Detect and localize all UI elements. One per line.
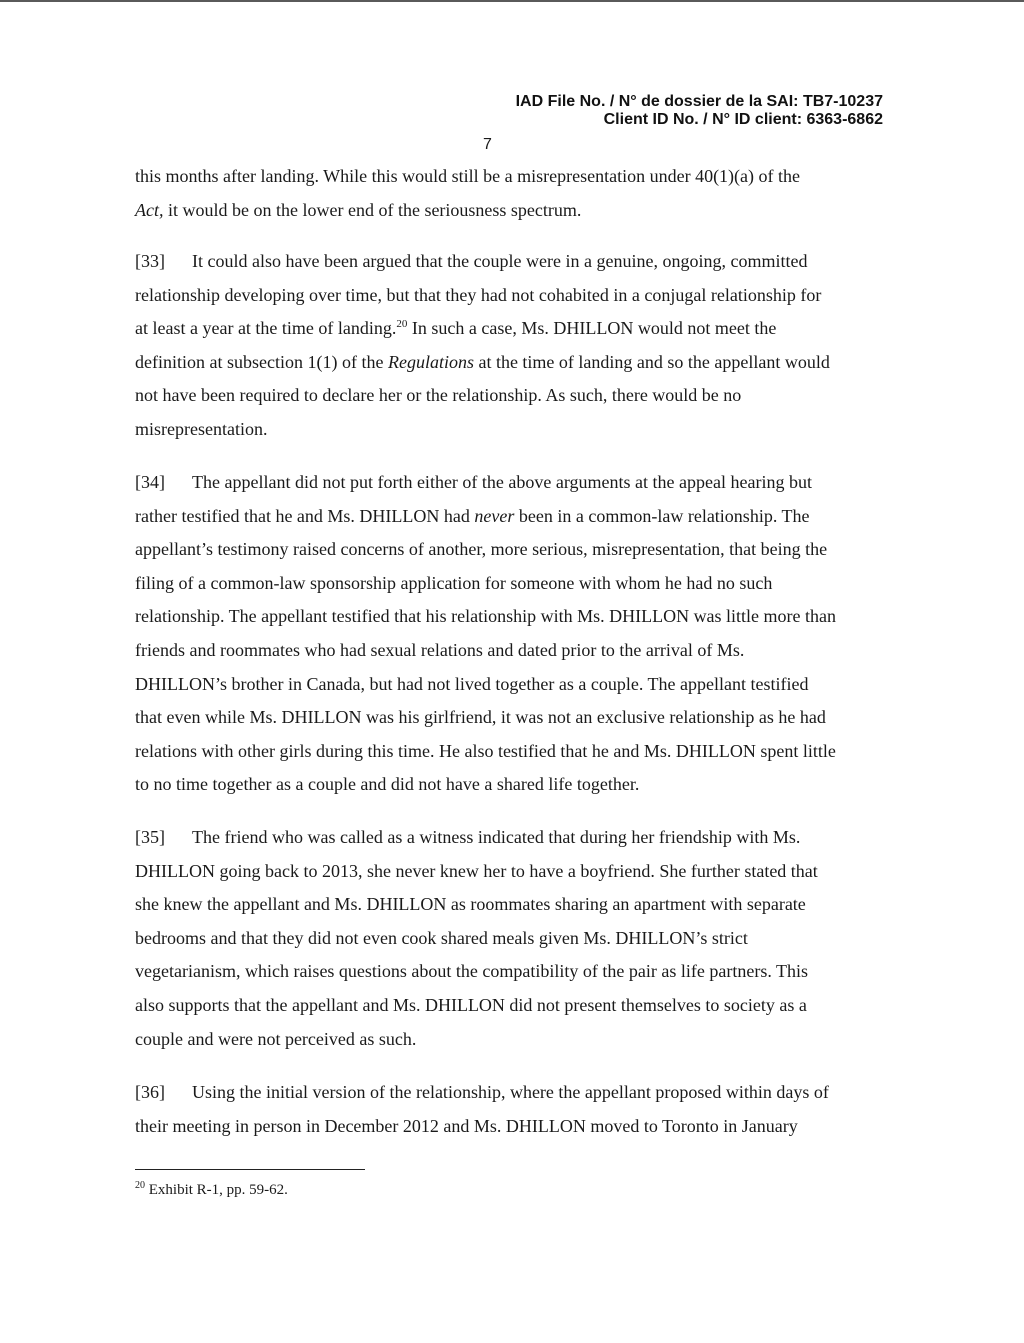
paragraph-number: [33]	[135, 251, 165, 271]
text-line: definition at subsection 1(1) of the Regulations at the time of landing and so the appellant would	[135, 351, 830, 372]
italic-text: never	[474, 505, 515, 526]
text-line: filing of a common-law sponsorship application for someone with whom he had no such	[135, 572, 773, 593]
text-line: [33] It could also have been argued that the couple were in a genuine, ongoing, committed	[135, 245, 887, 279]
text-line: this months after landing. While this would still be a misrepresentation under 40(1)(a) of the	[135, 166, 801, 186]
paragraph-number: [36]	[135, 1082, 165, 1102]
italic-text: Regulations	[387, 351, 474, 372]
text-line: also supports that the appellant and Ms. DHILLON did not present themselves to society as a	[135, 994, 807, 1015]
text-line: misrepresentation.	[135, 418, 268, 439]
footnote-number: 20	[135, 1180, 145, 1191]
footnote-reference[interactable]: 20	[396, 318, 408, 331]
text-line: relations with other girls during this time. He also testified that he and Ms. DHILLON spent little	[135, 740, 836, 761]
text-line: relationship developing over time, but that they had not cohabited in a conjugal relationship for	[135, 284, 822, 305]
text-line: their meeting in person in December 2012 and Ms. DHILLON moved to Toronto in January	[135, 1115, 798, 1136]
client-id-number: Client ID No. / N° ID client: 6363-6862	[603, 111, 883, 128]
text-line: friends and roommates who had sexual relations and dated prior to the arrival of Ms.	[135, 639, 745, 660]
scan-top-edge	[0, 0, 1024, 2]
text-line: relationship. The appellant testified that his relationship with Ms. DHILLON was little more than	[135, 606, 837, 627]
text-line: not have been required to declare her or the relationship. As such, there would be no	[135, 385, 742, 406]
text-line: [35] The friend who was called as a witness indicated that during her friendship with Ms.	[135, 821, 887, 855]
text-line: to no time together as a couple and did not have a shared life together.	[135, 774, 640, 795]
footnote-separator	[135, 1169, 365, 1170]
paragraph-number: [35]	[135, 827, 165, 847]
text-line: [34] The appellant did not put forth either of the above arguments at the appeal hearing but	[135, 466, 887, 500]
text-line: appellant’s testimony raised concerns of another, more serious, misrepresentation, that being the	[135, 539, 828, 560]
text-line: Act, it would be on the lower end of the seriousness spectrum.	[135, 199, 582, 220]
italic-text: Act,	[135, 199, 164, 220]
paragraph-35	[135, 821, 887, 1056]
text-line: couple and were not perceived as such.	[135, 1028, 417, 1049]
iad-file-number: IAD File No. / N° de dossier de la SAI: TB7-10237	[515, 93, 883, 110]
text-line: [36] Using the initial version of the relationship, where the appellant proposed within days of	[135, 1076, 887, 1110]
footnote-text: Exhibit R-1, pp. 59-62.	[145, 1182, 288, 1198]
text-line: bedrooms and that they did not even cook shared meals given Ms. DHILLON’s strict	[135, 927, 748, 948]
paragraph-continuation	[135, 160, 887, 227]
footnote-20	[135, 1180, 288, 1200]
paragraph-36	[135, 1076, 887, 1143]
page-number: 7	[483, 136, 492, 153]
paragraph-34	[135, 466, 887, 802]
text-line: vegetarianism, which raises questions about the compatibility of the pair as life partners. This	[135, 961, 808, 982]
text-line: she knew the appellant and Ms. DHILLON as roommates sharing an apartment with separate	[135, 894, 806, 915]
paragraph-33	[135, 245, 887, 447]
text-line: DHILLON’s brother in Canada, but had not lived together as a couple. The appellant testified	[135, 673, 809, 694]
text-line: at least a year at the time of landing.$^{20}$ In such a case, Ms. DHILLON would not meet the	[135, 318, 777, 339]
paragraph-number: [34]	[135, 472, 165, 492]
text-line: DHILLON going back to 2013, she never knew her to have a boyfriend. She further stated that	[135, 860, 818, 881]
text-line: that even while Ms. DHILLON was his girlfriend, it was not an exclusive relationship as he had	[135, 707, 826, 728]
text-line: rather testified that he and Ms. DHILLON had never been in a common-law relationship. The	[135, 505, 810, 526]
